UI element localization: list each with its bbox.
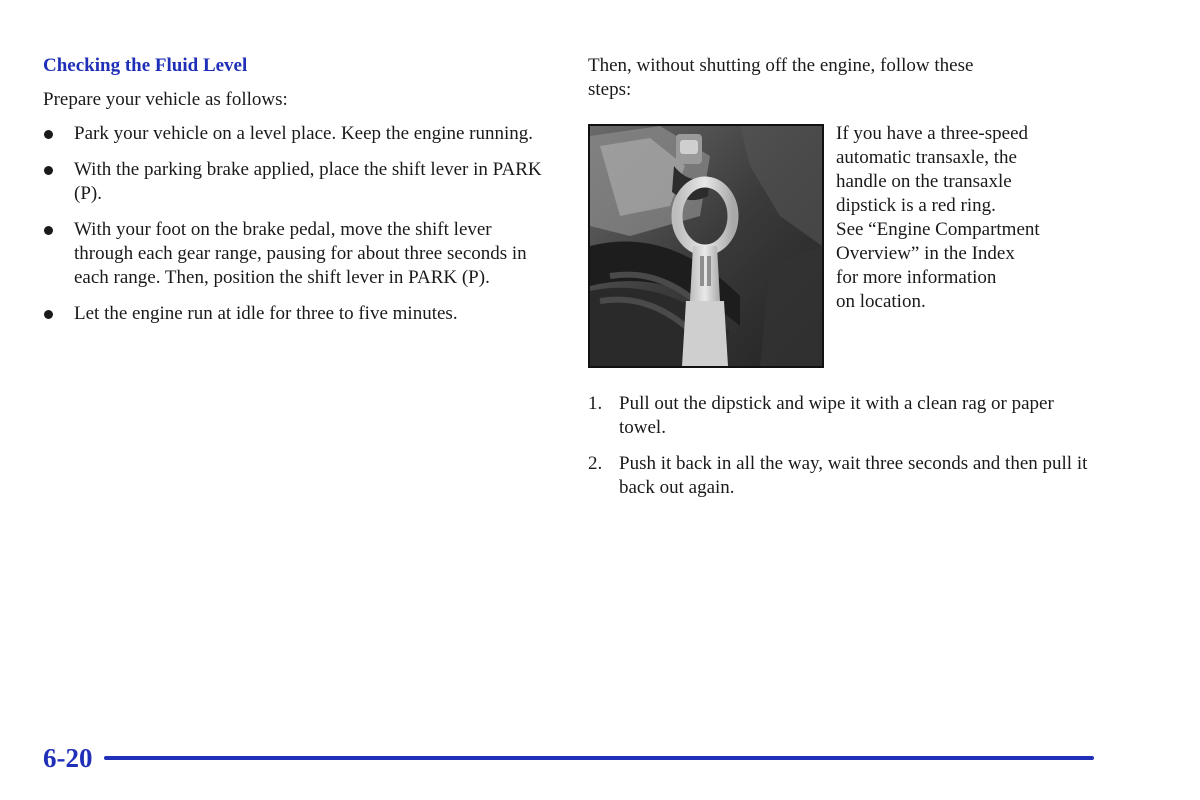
step-text: Push it back in all the way, wait three seconds and then pull it back out again. [619, 453, 1088, 498]
list-item [43, 122, 543, 146]
caption-line: automatic transaxle, the [836, 147, 1017, 168]
caption-line: See “Engine Compartment [836, 219, 1040, 240]
list-item-text: Park your vehicle on a level place. Keep the engine running. [74, 123, 533, 144]
step-number: 2. [588, 453, 603, 474]
intro-text: Prepare your vehicle as follows: [43, 89, 288, 110]
bullet-icon [44, 166, 53, 175]
bullet-icon [44, 226, 53, 235]
steps-list [588, 392, 1088, 500]
step-item [588, 392, 1088, 440]
bullet-icon [44, 130, 53, 139]
dipstick-illustration [590, 126, 822, 366]
list-item-text: Let the engine run at idle for three to five minutes. [74, 303, 458, 324]
page-number: 6-20 [43, 743, 93, 773]
step-text: Pull out the dipstick and wipe it with a clean rag or paper towel. [619, 393, 1054, 438]
step-item [588, 452, 1088, 500]
section-heading: Checking the Fluid Level [43, 55, 248, 76]
left-column [43, 54, 543, 338]
caption-line: If you have a three-speed [836, 123, 1029, 144]
steps-intro-text: Then, without shutting off the engine, follow these steps: [588, 55, 974, 100]
caption-line: handle on the transaxle [836, 171, 1012, 192]
list-item [43, 302, 543, 326]
bullet-icon [44, 310, 53, 319]
caption-line: for more information [836, 267, 997, 288]
photo-caption [836, 122, 1076, 314]
list-item-text: With your foot on the brake pedal, move the shift lever through each gear range, pausing for about three seconds in each range. Then, position the shift lever in PARK (P). [74, 219, 527, 288]
right-column [588, 54, 1088, 512]
caption-line: Overview” in the Index [836, 243, 1015, 264]
dipstick-photo [588, 124, 824, 368]
caption-line: on location. [836, 291, 926, 312]
preparation-list [43, 122, 543, 326]
caption-line: dipstick is a red ring. [836, 195, 996, 216]
list-item [43, 158, 543, 206]
list-item-text: With the parking brake applied, place the shift lever in PARK (P). [74, 159, 542, 204]
footer-divider [104, 756, 1094, 760]
figure-row [588, 124, 1088, 370]
list-item [43, 218, 543, 290]
step-number: 1. [588, 393, 603, 414]
